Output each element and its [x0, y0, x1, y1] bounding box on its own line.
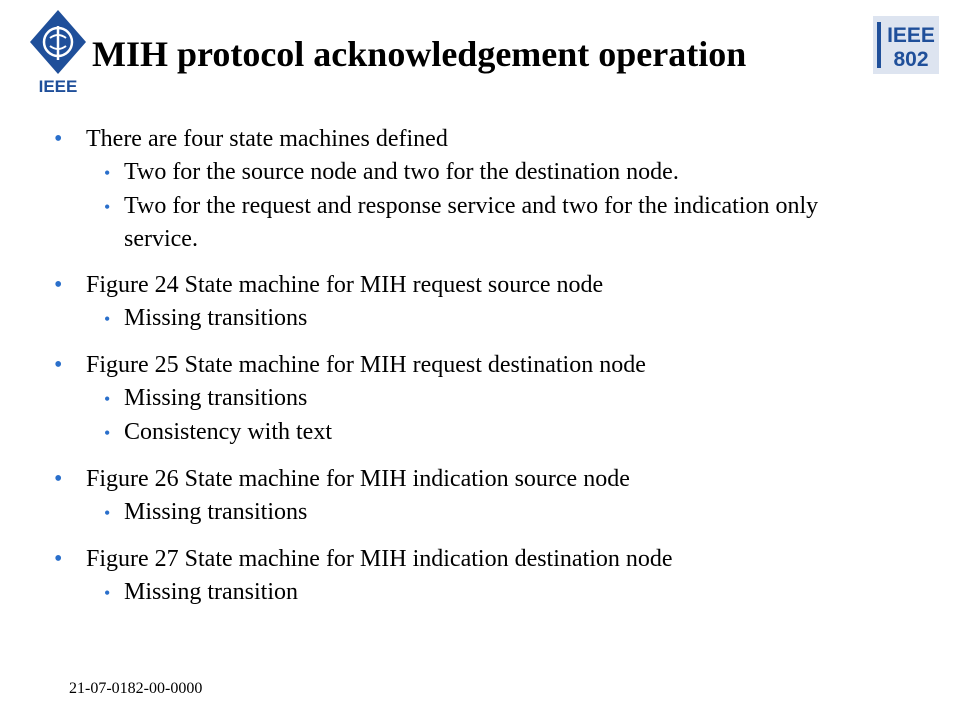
sub-bullet-list [54, 576, 934, 610]
sub-bullet-icon: • [104, 583, 111, 603]
sub-bullet-text: Consistency with text [124, 419, 332, 445]
sub-bullet-list [54, 302, 934, 336]
sub-bullet-icon: • [104, 389, 111, 409]
sub-bullet-item [104, 382, 934, 416]
sub-bullet-icon: • [104, 423, 111, 443]
sub-bullet-list [54, 496, 934, 530]
ieee-802-logo-line1: IEEE [887, 24, 935, 47]
bullet-icon: • [54, 466, 63, 492]
bullet-item [54, 462, 934, 530]
document-number-footer: 21-07-0182-00-0000 [69, 680, 203, 697]
sub-bullet-item [104, 416, 934, 450]
sub-bullet-item [104, 576, 934, 610]
sub-bullet-text: Two for the request and response service and two for the indication only service. [124, 193, 819, 252]
sub-bullet-text: Missing transitions [124, 499, 308, 525]
bullet-item [54, 122, 934, 256]
bullet-text: There are four state machines defined [86, 126, 448, 152]
bullet-item [54, 268, 934, 336]
sub-bullet-list [54, 156, 934, 256]
bullet-icon: • [54, 546, 63, 572]
bullet-text: Figure 26 State machine for MIH indication source node [86, 466, 630, 492]
sub-bullet-icon: • [104, 309, 111, 329]
bullet-list [54, 122, 934, 622]
sub-bullet-item [104, 190, 934, 256]
sub-bullet-item [104, 302, 934, 336]
bullet-icon: • [54, 126, 63, 152]
sub-bullet-icon: • [104, 503, 111, 523]
ieee-802-logo [873, 16, 939, 74]
sub-bullet-icon: • [104, 163, 111, 183]
sub-bullet-list [54, 382, 934, 450]
sub-bullet-text: Missing transition [124, 579, 299, 605]
ieee-logo-text: IEEE [38, 77, 78, 96]
bullet-icon: • [54, 272, 63, 298]
sub-bullet-text: Missing transitions [124, 385, 308, 411]
sub-bullet-icon: • [104, 197, 111, 217]
sub-bullet-text: Two for the source node and two for the destination node. [124, 159, 679, 185]
slide-title: MIH protocol acknowledgement operation [92, 34, 747, 74]
ieee-802-logo-line2: 802 [893, 48, 929, 71]
sub-bullet-item [104, 496, 934, 530]
bullet-text: Figure 24 State machine for MIH request source node [86, 272, 604, 298]
bullet-item [54, 542, 934, 610]
sub-bullet-item [104, 156, 934, 190]
bullet-item [54, 348, 934, 450]
ieee-logo [26, 8, 90, 96]
bullet-text: Figure 27 State machine for MIH indication destination node [86, 546, 673, 572]
bullet-icon: • [54, 352, 63, 378]
bullet-text: Figure 25 State machine for MIH request destination node [86, 352, 646, 378]
sub-bullet-text: Missing transitions [124, 305, 308, 331]
